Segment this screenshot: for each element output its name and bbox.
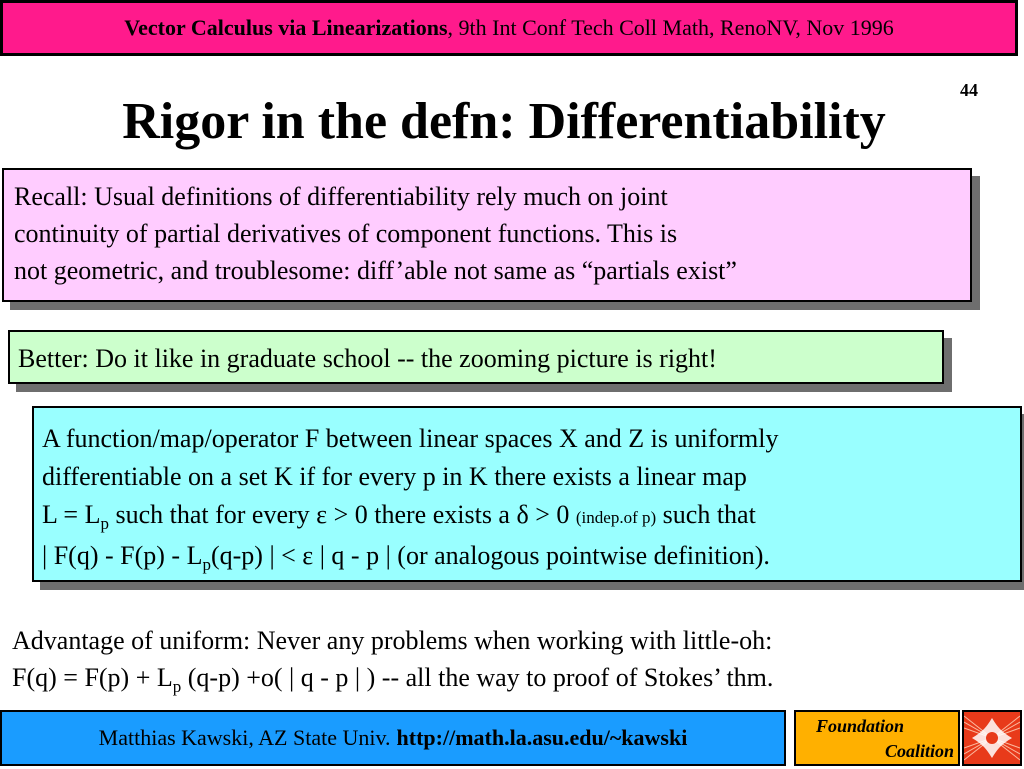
slide-number: 44 xyxy=(960,80,978,100)
logo-line-2: Coalition xyxy=(884,741,954,761)
foundation-coalition-logo xyxy=(794,710,960,766)
better-text: Better: Do it like in graduate school -- the zooming picture is right! xyxy=(18,344,717,373)
recall-line: Recall: Usual definitions of differentiability rely much on joint xyxy=(14,182,668,211)
definition-box xyxy=(32,406,1022,582)
definition-line-4: | $F(q) - F(p) - L_p(q-p)$ | < ε | q - p | (or analogous pointwise definition). xyxy=(42,541,770,574)
slide-title xyxy=(0,92,1024,151)
emblem-graphic xyxy=(964,712,1020,764)
coalition-emblem-icon xyxy=(962,710,1022,766)
better-box xyxy=(8,330,944,384)
logo-line-1: Foundation xyxy=(816,716,905,736)
header-title-bold: Vector Calculus via Linearizations xyxy=(124,15,448,40)
recall-line: continuity of partial derivatives of component functions. This is xyxy=(14,219,678,248)
definition-line-3: $L = L_p$ such that for every ε > 0 there exists a δ > 0 (indep.of p) such that xyxy=(42,500,756,533)
footer-url[interactable]: http://math.la.asu.edu/~kawski xyxy=(396,725,688,750)
recall-box xyxy=(2,168,972,302)
definition-line-1: A function/map/operator F between linear spaces X and Z is uniformly xyxy=(42,424,779,453)
slide-title-text: Rigor in the defn: Differentiability xyxy=(122,93,886,150)
conference-header xyxy=(0,0,1018,56)
recall-line: not geometric, and troublesome: diff’able not same as “partials exist” xyxy=(14,256,737,285)
footer-bar xyxy=(0,710,786,766)
advantage-line-2: $F(q) = F(p) + L_p$ (q-p) +o( | q - p | ) -- all the way to proof of Stokes’ thm. xyxy=(12,663,774,696)
advantage-text xyxy=(12,622,773,696)
advantage-line-1: Advantage of uniform: Never any problems when working with little-oh: xyxy=(12,626,773,655)
footer-author: Matthias Kawski, AZ State Univ. xyxy=(98,725,391,750)
definition-line-2: differentiable on a set K if for every p in K there exists a linear map xyxy=(42,462,747,491)
header-title-rest: , 9th Int Conf Tech Coll Math, RenoNV, Nov 1996 xyxy=(447,15,894,40)
independence-note: (indep.of p) xyxy=(575,508,657,527)
